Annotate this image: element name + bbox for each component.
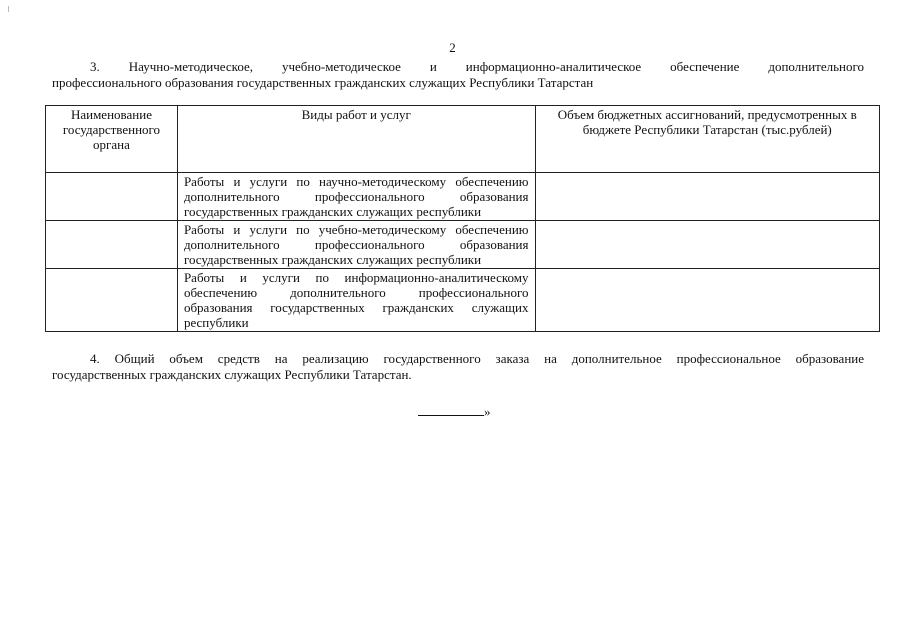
budget-table <box>45 105 880 332</box>
cell-amount <box>535 173 880 221</box>
cell-amount <box>535 221 880 269</box>
table-header-row <box>46 106 880 173</box>
closing-quote: » <box>484 404 491 419</box>
page-number: 2 <box>449 40 456 55</box>
header-budget-amount: Объем бюджетных ассигнований, предусмотренных в бюджете Республики Татарстан (тыс.рублей) <box>535 106 880 173</box>
table-row <box>46 221 880 269</box>
cell-amount <box>535 269 880 332</box>
table-row <box>46 173 880 221</box>
cell-work: Работы и услуги по научно-методическому обеспечению дополнительного профессионального образования государственных гражданских служащих республики <box>177 173 535 221</box>
section-4-line-2: государственных гражданских служащих Республики Татарстан. <box>52 367 412 382</box>
section-3-heading <box>52 59 864 91</box>
cell-work: Работы и услуги по информационно-аналитическому обеспечению дополнительного профессионального образования государственных гражданских служащих республики <box>177 269 535 332</box>
cell-organ <box>46 269 178 332</box>
header-work-types: Виды работ и услуг <box>177 106 535 173</box>
cell-work: Работы и услуги по учебно-методическому обеспечению дополнительного профессионального образования государственных гражданских служащих республики <box>177 221 535 269</box>
section-3-line-1: 3. Научно-методическое, учебно-методическое и информационно-аналитическое обеспечение дополнительного <box>90 59 864 74</box>
closing-mark <box>418 403 491 420</box>
header-organ: Наименование государственного органа <box>46 106 178 173</box>
signature-blank-line <box>418 403 484 416</box>
section-4-line-1: 4. Общий объем средств на реализацию государственного заказа на дополнительное профессиональное образование <box>90 351 864 366</box>
scan-mark <box>8 6 9 12</box>
section-4-paragraph <box>52 351 864 383</box>
cell-organ <box>46 173 178 221</box>
cell-organ <box>46 221 178 269</box>
table-row <box>46 269 880 332</box>
section-3-line-2: профессионального образования государственных гражданских служащих Республики Татарстан <box>52 75 594 90</box>
